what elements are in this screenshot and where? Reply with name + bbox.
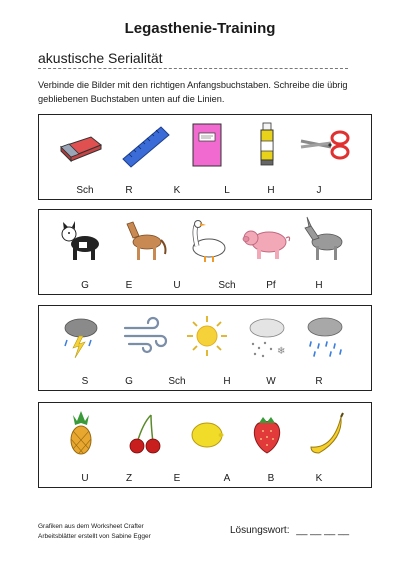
letter-option[interactable]: E (125, 280, 133, 291)
rain-cloud-icon[interactable] (297, 312, 353, 360)
exercise-box-1 (38, 114, 372, 200)
letter-option[interactable]: K (315, 473, 323, 484)
banana-icon[interactable] (297, 409, 353, 457)
solution-blanks[interactable]: __ __ __ __ (296, 525, 350, 536)
exercise-box-2 (38, 209, 372, 295)
letter-option[interactable]: Pf (266, 280, 276, 291)
letter-option[interactable]: E (173, 473, 181, 484)
cherries-icon[interactable] (117, 409, 173, 457)
letter-option[interactable]: R (315, 376, 323, 387)
credit-line: Grafiken aus dem Worksheet Crafter (38, 523, 144, 530)
wind-icon[interactable] (117, 312, 173, 360)
letter-option[interactable]: J (316, 185, 322, 196)
solution-label: Lösungswort: (230, 525, 290, 536)
ruler-icon[interactable] (117, 121, 173, 169)
pig-icon[interactable] (239, 216, 295, 264)
donkey-icon[interactable] (297, 216, 353, 264)
letter-option[interactable]: H (315, 280, 323, 291)
letter-option[interactable]: H (267, 185, 275, 196)
notebook-icon[interactable] (179, 121, 235, 169)
letter-option[interactable]: S (81, 376, 89, 387)
pineapple-icon[interactable] (53, 409, 109, 457)
letter-option[interactable]: B (267, 473, 275, 484)
instructions: Verbinde die Bilder mit den richtigen Anfangsbuchstaben. Schreibe die übrig gebliebenen Buchstaben unten auf die Linien. (38, 80, 348, 104)
lemon-icon[interactable] (179, 409, 235, 457)
letter-option[interactable]: G (81, 280, 89, 291)
scissors-icon[interactable] (297, 121, 353, 169)
letter-option[interactable]: L (224, 185, 230, 196)
page-title: Legasthenie-Training (124, 20, 276, 37)
letter-option[interactable]: A (223, 473, 231, 484)
exercise-box-3 (38, 305, 372, 391)
sun-icon[interactable] (179, 312, 235, 360)
letter-option[interactable]: Z (125, 473, 133, 484)
strawberry-icon[interactable] (239, 409, 295, 457)
goose-icon[interactable] (179, 216, 235, 264)
credit-line: Arbeitsblätter erstellt von Sabine Egger (38, 533, 151, 540)
letter-option[interactable]: Sch (218, 280, 236, 291)
horse-icon[interactable] (117, 216, 173, 264)
subtitle-underline (38, 68, 348, 69)
page-subtitle: akustische Serialität (38, 50, 163, 66)
letter-option[interactable]: U (173, 280, 181, 291)
letter-option[interactable]: W (266, 376, 276, 387)
solution-word (230, 525, 349, 536)
letter-option[interactable]: K (173, 185, 181, 196)
exercise-box-4 (38, 402, 372, 488)
letter-option[interactable]: Sch (76, 185, 94, 196)
letter-option[interactable]: H (223, 376, 231, 387)
dog-icon[interactable] (53, 216, 109, 264)
letter-option[interactable]: R (125, 185, 133, 196)
glue-icon[interactable] (239, 121, 295, 169)
letter-option[interactable]: Sch (168, 376, 186, 387)
thunderstorm-icon[interactable] (53, 312, 109, 360)
letter-option[interactable]: G (125, 376, 133, 387)
snow-cloud-icon[interactable] (239, 312, 295, 360)
eraser-icon[interactable] (53, 121, 109, 169)
svg-text:❄: ❄ (277, 346, 286, 357)
letter-option[interactable]: U (81, 473, 89, 484)
credits (38, 522, 151, 542)
